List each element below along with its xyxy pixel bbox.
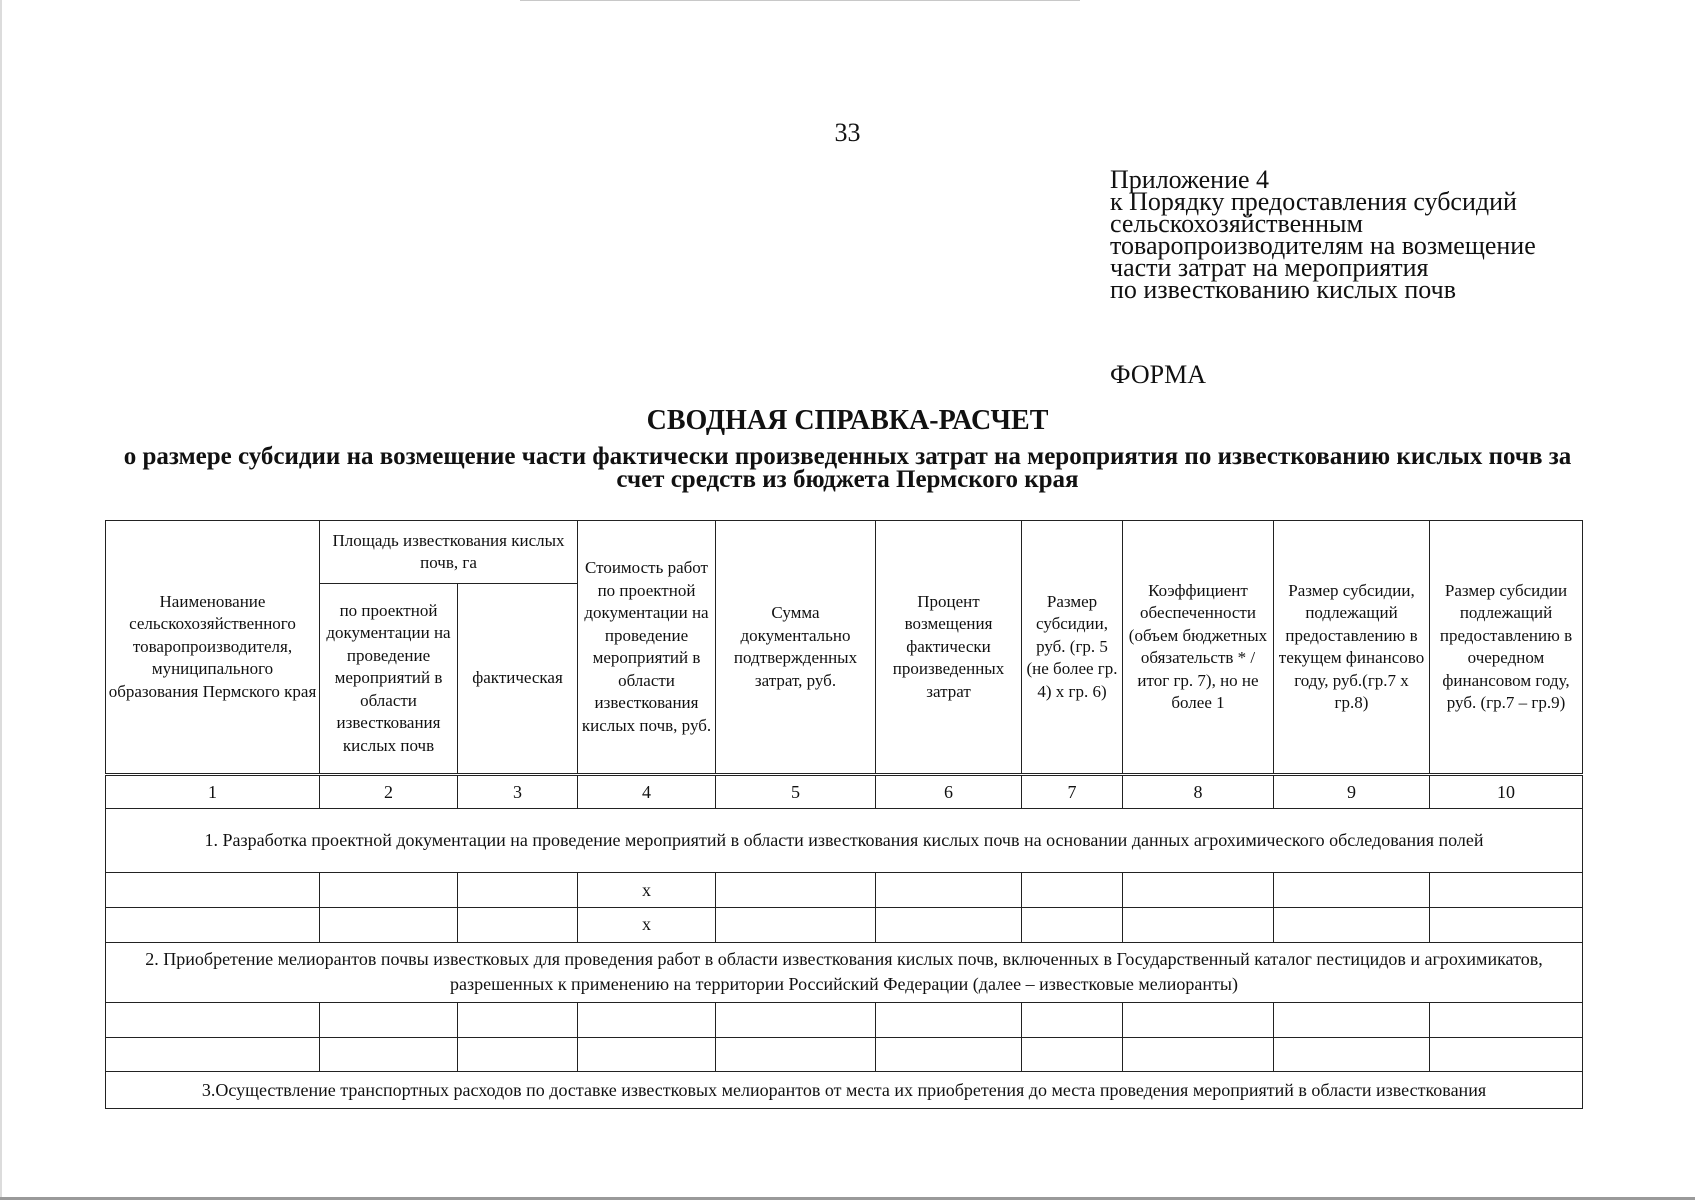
column-number: 10	[1430, 775, 1583, 809]
table-cell	[1430, 907, 1583, 942]
appendix-block	[1110, 165, 1670, 304]
table-cell	[106, 907, 320, 942]
table-cell	[458, 873, 578, 908]
calculation-table	[105, 520, 1583, 1109]
section-heading-2: 2. Приобретение мелиорантов почвы известковых для проведения работ в области известкования кислых почв, включенных в Государственный каталог пестицидов и агрохимикатов, разрешенных к применению на территории Российский Федерации (далее – известковые мелиоранты)	[106, 942, 1583, 1002]
table-cell	[578, 1002, 716, 1037]
table-cell	[1274, 873, 1430, 908]
section-heading-3: 3.Осуществление транспортных расходов по доставке известковых мелиорантов от места их приобретения до места проведения мероприятий в области известкования	[106, 1072, 1583, 1109]
header-coverage-coefficient: Коэффициент обеспеченности (объем бюджетных обязательств * / итог гр. 7), но не более 1	[1123, 521, 1274, 775]
document-subtitle: о размере субсидии на возмещение части фактически произведенных затрат на мероприятия по известкованию кислых почв за счет средств из бюджета Пермского края	[123, 443, 1572, 493]
appendix-line: по известкованию кислых почв	[1110, 275, 1456, 304]
table-cell	[106, 1037, 320, 1072]
table-cell	[320, 873, 458, 908]
table-cell	[1123, 1002, 1274, 1037]
header-area-group: Площадь известкования кислых почв, га	[320, 521, 578, 584]
table-cell	[876, 1002, 1022, 1037]
table-cell	[1274, 907, 1430, 942]
column-number: 9	[1274, 775, 1430, 809]
column-number: 4	[578, 775, 716, 809]
appendix-line: к Порядку предоставления субсидий	[1110, 187, 1517, 216]
table-row	[106, 1002, 1583, 1037]
table-cell	[1022, 1037, 1123, 1072]
table-cell	[578, 1037, 716, 1072]
table-cell	[1123, 873, 1274, 908]
appendix-line: товаропроизводителям на возмещение	[1110, 231, 1536, 260]
column-number-row	[106, 775, 1583, 809]
table-cell	[1274, 1037, 1430, 1072]
table-row	[106, 1037, 1583, 1072]
table-row	[106, 907, 1583, 942]
column-number: 5	[716, 775, 876, 809]
form-label: ФОРМА	[1110, 360, 1206, 389]
table-cell	[876, 873, 1022, 908]
header-project-cost: Стоимость работ по проектной документации на проведение мероприятий в области известкования кислых почв, руб.	[578, 521, 716, 775]
header-confirmed-costs: Сумма документально подтвержденных затрат, руб.	[716, 521, 876, 775]
table-cell	[1123, 1037, 1274, 1072]
table-cell	[1430, 1037, 1583, 1072]
table-cell	[320, 1037, 458, 1072]
table-cell	[458, 907, 578, 942]
table-cell	[1022, 873, 1123, 908]
table-cell	[1274, 1002, 1430, 1037]
header-area-project: по проектной документации на проведение мероприятий в области известкования кислых почв	[320, 584, 458, 775]
column-number: 8	[1123, 775, 1274, 809]
table-cell	[876, 907, 1022, 942]
table-cell	[716, 873, 876, 908]
column-number: 2	[320, 775, 458, 809]
table-cell	[716, 907, 876, 942]
header-subsidy-next-year: Размер субсидии подлежащий предоставлению в очередном финансовом году, руб. (гр.7 – гр.9)	[1430, 521, 1583, 775]
table-cell	[876, 1037, 1022, 1072]
table-cell	[1022, 1002, 1123, 1037]
table-cell	[1022, 907, 1123, 942]
header-subsidy-amount: Размер субсидии, руб. (гр. 5 (не более гр. 4) х гр. 6)	[1022, 521, 1123, 775]
header-subsidy-current-year: Размер субсидии, подлежащий предоставлению в текущем финансово году, руб.(гр.7 х гр.8)	[1274, 521, 1430, 775]
table-cell	[1430, 1002, 1583, 1037]
table-cell	[1430, 873, 1583, 908]
appendix-line: сельскохозяйственным	[1110, 209, 1363, 238]
column-number: 6	[876, 775, 1022, 809]
table-cell: х	[578, 873, 716, 908]
left-scan-edge	[0, 0, 2, 1200]
table-cell	[106, 1002, 320, 1037]
section-heading-1: 1. Разработка проектной документации на проведение мероприятий в области известкования кислых почв на основании данных агрохимического обследования полей	[106, 808, 1583, 872]
table-cell	[716, 1002, 876, 1037]
header-reimbursement-percent: Процент возмещения фактически произведенных затрат	[876, 521, 1022, 775]
table-cell	[106, 873, 320, 908]
table-row	[106, 873, 1583, 908]
appendix-line: Приложение 4	[1110, 165, 1270, 194]
appendix-line: части затрат на мероприятия	[1110, 253, 1429, 282]
column-number: 3	[458, 775, 578, 809]
table-cell	[458, 1037, 578, 1072]
table-cell	[1123, 907, 1274, 942]
table-cell	[716, 1037, 876, 1072]
table-cell	[320, 1002, 458, 1037]
top-edge-line	[520, 0, 1080, 1]
header-producer-name: Наименование сельскохозяйственного товаропроизводителя, муниципального образования Пермского края	[106, 521, 320, 775]
header-area-actual: фактическая	[458, 584, 578, 775]
column-number: 7	[1022, 775, 1123, 809]
table-cell	[458, 1002, 578, 1037]
table-cell: х	[578, 907, 716, 942]
page-number: 33	[834, 118, 861, 147]
document-title: СВОДНАЯ СПРАВКА-РАСЧЕТ	[646, 405, 1049, 436]
table-cell	[320, 907, 458, 942]
column-number: 1	[106, 775, 320, 809]
